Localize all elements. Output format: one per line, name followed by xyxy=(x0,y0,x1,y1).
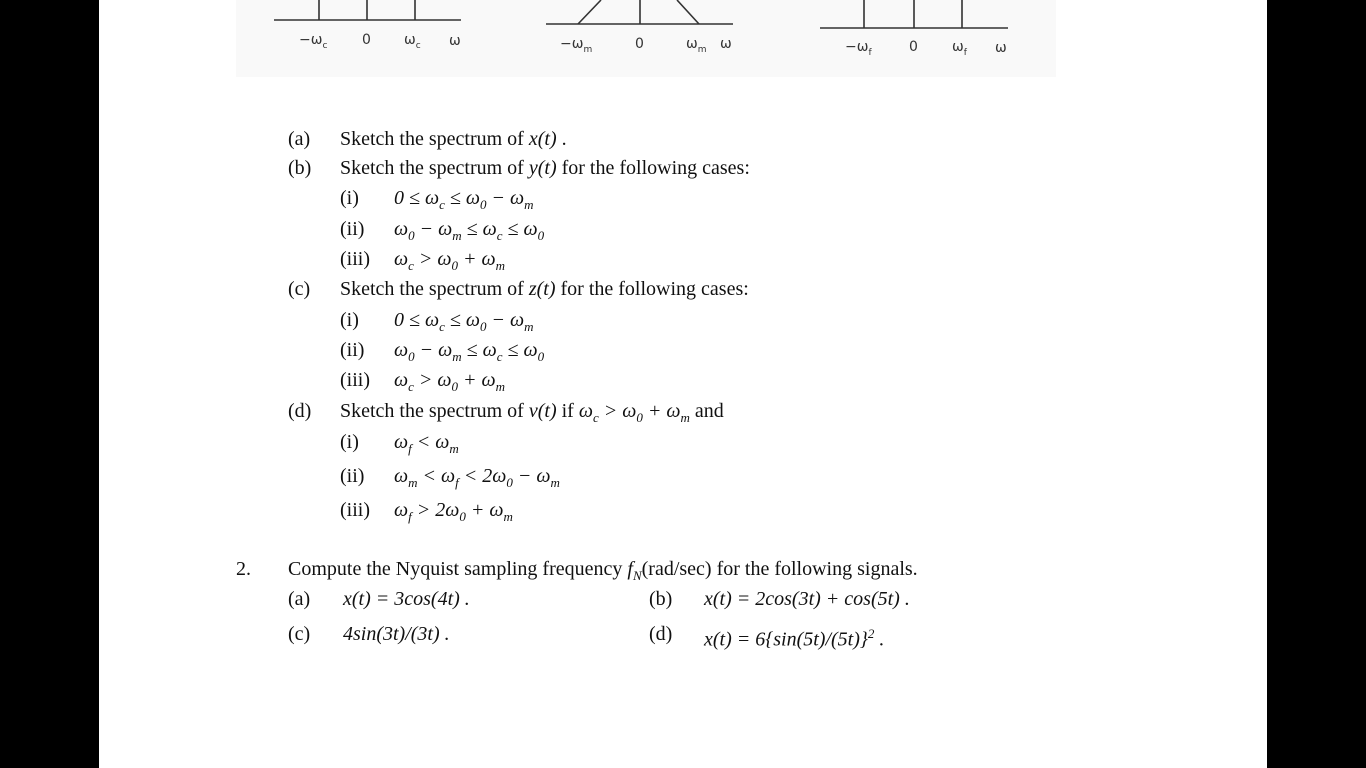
part-a-label: (a) xyxy=(288,128,311,150)
case-label: (iii) xyxy=(340,248,370,270)
part-a-text: Sketch the spectrum of x(t) . xyxy=(340,128,567,150)
part-b-label: (b) xyxy=(288,157,312,179)
case-condition: $0 \le \omega_c \le \omega_0 - \omega_m$ xyxy=(394,309,534,334)
axis-omega-label: ω xyxy=(720,36,732,52)
case-condition: $\omega_c > \omega_0 + \omega_m$ xyxy=(394,369,506,394)
tick-neg-omega-m: $-\omega_m$ xyxy=(560,36,593,55)
tick-zero: 0 xyxy=(362,32,371,48)
problem-2b-label: (b) xyxy=(649,588,673,610)
case-label: (ii) xyxy=(340,218,365,240)
spectrum-panel-c xyxy=(272,0,472,77)
case-condition: $\omega_f < \omega_m$ xyxy=(394,431,459,456)
case-label: (ii) xyxy=(340,465,365,487)
case-condition: $\omega_0 - \omega_m \le \omega_c \le \omega_0$ xyxy=(394,339,545,364)
part-c-text: Sketch the spectrum of z(t) for the following cases: xyxy=(340,278,749,300)
axis-omega-label: ω xyxy=(449,33,461,49)
part-b-text: Sketch the spectrum of y(t) for the following cases: xyxy=(340,157,750,179)
case-label: (i) xyxy=(340,309,359,331)
case-label: (ii) xyxy=(340,339,365,361)
case-label: (iii) xyxy=(340,369,370,391)
part-d-text: Sketch the spectrum of v(t) if $\omega_c > \omega_0 + \omega_m$ and xyxy=(340,400,724,425)
case-label: (i) xyxy=(340,431,359,453)
problem-2c-expr: 4sin(3t)/(3t) . xyxy=(343,623,450,645)
problem-2a-expr: x(t) = 3cos(4t) . xyxy=(343,588,470,610)
tick-zero: 0 xyxy=(909,39,918,55)
case-condition: $\omega_m < \omega_f < 2\omega_0 - \omega_m$ xyxy=(394,465,560,490)
tick-neg-omega-f: $-\omega_f$ xyxy=(845,39,872,58)
problem-2a-label: (a) xyxy=(288,588,311,610)
case-condition: $\omega_c > \omega_0 + \omega_m$ xyxy=(394,248,506,273)
case-label: (i) xyxy=(340,187,359,209)
problem-2d-label: (d) xyxy=(649,623,673,645)
case-condition: $\omega_f > 2\omega_0 + \omega_m$ xyxy=(394,499,513,524)
case-condition: $0 \le \omega_c \le \omega_0 - \omega_m$ xyxy=(394,187,534,212)
axis-omega-label: ω xyxy=(995,40,1007,56)
part-c-label: (c) xyxy=(288,278,311,300)
problem-2-text: Compute the Nyquist sampling frequency $f_N(rad/\sec)$ for the following signals. xyxy=(288,558,918,583)
tick-neg-omega-c: $-\omega_c$ xyxy=(299,32,328,51)
case-condition: $\omega_0 - \omega_m \le \omega_c \le \omega_0$ xyxy=(394,218,545,243)
problem-2b-expr: x(t) = 2cos(3t) + cos(5t) . xyxy=(704,588,910,610)
tick-pos-omega-c: $\omega_c$ xyxy=(404,32,421,51)
spectrum-panel-f xyxy=(820,0,1020,77)
tick-zero: 0 xyxy=(635,36,644,52)
tick-pos-omega-m: $\omega_m$ xyxy=(686,36,707,55)
tick-pos-omega-f: $\omega_f$ xyxy=(952,39,967,58)
problem-2c-label: (c) xyxy=(288,623,311,645)
case-label: (iii) xyxy=(340,499,370,521)
problem-2-number: 2. xyxy=(236,558,251,580)
problem-2d-expr: $x(t) = 6\{\sin(5t)/(5t)\}^2$ . xyxy=(704,626,885,651)
document-page xyxy=(99,0,1267,768)
spectrum-panel-m xyxy=(546,0,746,77)
part-d-label: (d) xyxy=(288,400,312,422)
